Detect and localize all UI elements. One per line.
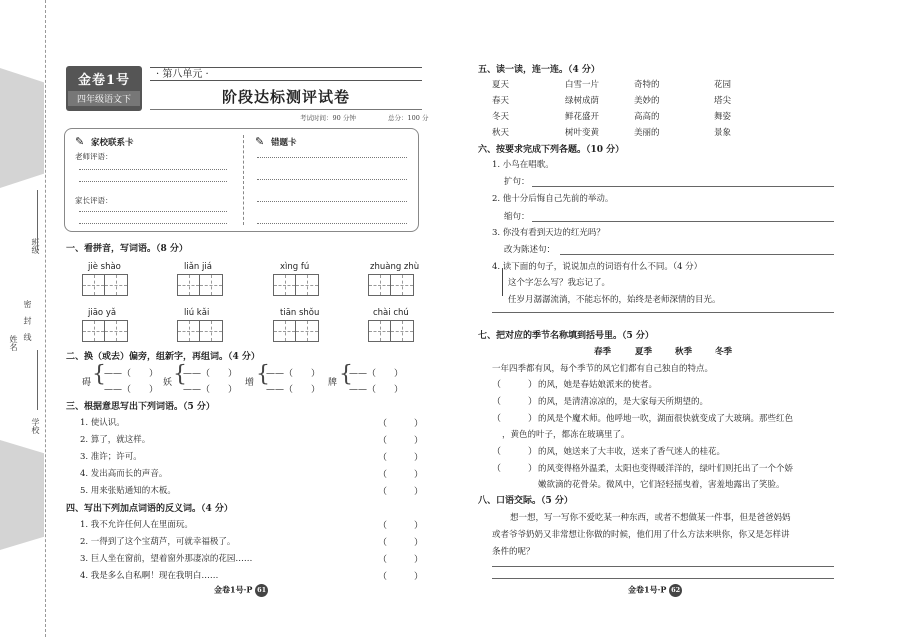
section-7-title: 七、把对应的季节名称填到括号里。（5 分） (478, 331, 654, 341)
answer-paren[interactable]: ——（ ） (349, 385, 404, 395)
contact-card-label: 家校联系卡 (91, 138, 134, 148)
answer-paren[interactable]: （ ） (378, 419, 424, 429)
answer-paren[interactable]: （ ） (492, 464, 538, 474)
section-1-title: 一、看拼音，写词语。（8 分） (66, 244, 188, 254)
s5-scene-3: 鲜花盛开 (565, 112, 600, 122)
answer-paren[interactable]: （ ） (378, 572, 424, 582)
answer-line[interactable] (492, 312, 834, 313)
section-3-title: 三、根据意思写出下列词语。（5 分） (66, 402, 215, 412)
s7-item-5-cont: 嫩欲滴的花骨朵。微风中，它们轻轻摇曳着，害羞地露出了笑脸。 (538, 480, 785, 490)
exam-time: 考试时间：90 分钟 (300, 114, 356, 122)
s6-q3-label: 改为陈述句： (504, 245, 556, 255)
answer-paren[interactable]: （ ） (492, 397, 538, 407)
answer-paren[interactable]: （ ） (492, 447, 538, 457)
s5-noun-4: 景象 (714, 128, 732, 138)
writing-grid[interactable] (82, 320, 128, 342)
name-blank (37, 350, 38, 410)
class-blank (37, 190, 38, 250)
answer-paren[interactable]: （ ） (378, 555, 424, 565)
error-line-4 (257, 223, 407, 224)
s6-q4-sentence-1: 这个字怎么写？我忘记了。 (508, 278, 611, 288)
logo-subtitle: 四年级语文下 (68, 91, 140, 106)
answer-line[interactable] (532, 221, 834, 222)
section-4-title: 四、写出下列加点词语的反义词。（4 分） (66, 504, 233, 514)
class-label: 班级 (31, 238, 40, 254)
s6-q4-sentence-2: 任岁月潺潺流淌，不能忘怀的，始终是老师深情的目光。 (508, 295, 721, 305)
answer-paren[interactable]: ——（ ） (104, 369, 159, 379)
box-divider (243, 135, 244, 225)
answer-paren[interactable]: ——（ ） (266, 385, 321, 395)
answer-paren[interactable]: （ ） (378, 470, 424, 480)
pinyin-7: tiān shǒu (280, 308, 320, 318)
answer-line[interactable] (492, 566, 834, 567)
pinyin-2: liǎn jiá (184, 262, 212, 272)
error-card-label: 错题卡 (271, 138, 297, 148)
s7-intro: 一年四季都有风，每个季节的风它们都有自己独自的特点。 (492, 364, 714, 374)
seal-line-label: 密 封 线 (23, 300, 32, 345)
s8-text-1: 想一想，写一写你不爱吃某一种东西，或者不想做某一件事，但是爸爸妈妈 (510, 513, 791, 523)
error-line-3 (257, 201, 407, 202)
s6-q4: 4. 读下面的句子，说说加点的词语有什么不同。（4 分） (492, 262, 703, 272)
title-rule (150, 109, 422, 110)
s6-q2-label: 缩句： (504, 212, 530, 222)
logo-title: 金卷1号 (77, 73, 131, 88)
margin-tab-top (0, 68, 44, 188)
season-option-1: 春季 (594, 347, 612, 357)
s5-adj-2: 美妙的 (634, 96, 660, 106)
season-option-3: 秋季 (675, 347, 693, 357)
answer-line[interactable] (492, 578, 834, 579)
s5-season-2: 春天 (492, 96, 510, 106)
page-label: 金卷1号·P (214, 584, 253, 595)
pinyin-4: zhuàng zhù (370, 262, 420, 272)
binding-margin (0, 0, 50, 637)
answer-line[interactable] (532, 186, 834, 187)
s4-item-3: 3. 巨人坐在窗前，望着窗外那凄凉的花园…… (80, 554, 253, 564)
s3-item-3: 3. 准许；许可。 (80, 452, 142, 462)
seal-dash-line (45, 0, 46, 637)
s7-item-5: 的风变得格外温柔，太阳也变得暖洋洋的，绿叶们则托出了一个个娇 (538, 464, 794, 474)
s5-adj-4: 美丽的 (634, 128, 660, 138)
writing-grid[interactable] (368, 274, 414, 296)
answer-paren[interactable]: （ ） (492, 414, 538, 424)
error-line-2 (257, 179, 407, 180)
writing-grid[interactable] (273, 320, 319, 342)
s5-season-3: 冬天 (492, 112, 510, 122)
page-num: 61 (255, 584, 268, 597)
brace-icon: { (92, 362, 106, 387)
s5-season-4: 秋天 (492, 128, 510, 138)
pinyin-6: liú kǎi (184, 308, 210, 318)
school-label: 学校 (31, 418, 40, 434)
s6-q3: 3. 你没有看到天边的红光吗？ (492, 228, 605, 238)
answer-paren[interactable]: ——（ ） (104, 385, 159, 395)
s7-item-1: 的风，她是春姑娘派来的使者。 (538, 380, 658, 390)
brace-icon: { (339, 362, 353, 387)
writing-grid[interactable] (177, 320, 223, 342)
s5-noun-3: 舞姿 (714, 112, 732, 122)
parent-line-1 (79, 211, 227, 212)
section-6-title: 六、按要求完成下列各题。（10 分） (478, 145, 625, 155)
s8-text-2: 或者爷爷奶奶又非常想让你做的时候，他们用了什么方法来哄你，你又是怎样讲 (492, 530, 790, 540)
pencil-icon: ✎ (75, 135, 85, 148)
s3-item-2: 2. 算了，就这样。 (80, 435, 151, 445)
teacher-line-2 (79, 181, 227, 182)
bracket-line (502, 268, 503, 296)
s7-item-3: 的风是个魔术师。他呼地一吹，湖面很快就变成了大玻璃。那些红色 (538, 414, 794, 424)
page-label: 金卷1号·P (628, 584, 667, 595)
answer-paren[interactable]: ——（ ） (183, 385, 238, 395)
answer-paren[interactable]: ——（ ） (266, 369, 321, 379)
s7-item-3-cont: ，黄色的叶子，都冻在玻璃里了。 (502, 430, 630, 440)
s4-item-4: 4. 我是多么自私啊！现在我明白…… (80, 571, 219, 581)
writing-grid[interactable] (368, 320, 414, 342)
s5-adj-3: 高高的 (634, 112, 660, 122)
answer-paren[interactable]: ——（ ） (349, 369, 404, 379)
pinyin-5: jiāo yǎ (88, 308, 117, 318)
name-label: 姓名 (9, 335, 18, 351)
page-title: 阶段达标测评试卷 (221, 88, 350, 106)
s5-noun-1: 花园 (714, 80, 732, 90)
s6-q1: 1. 小鸟在唱歌。 (492, 160, 554, 170)
teacher-line-1 (79, 169, 227, 170)
error-line-1 (257, 157, 407, 158)
s4-item-2: 2. 一得到了这个宝葫芦，可就幸福极了。 (80, 537, 236, 547)
s3-item-1: 1. 使认识。 (80, 418, 125, 428)
parent-comment-label: 家长评语： (75, 196, 113, 205)
answer-paren[interactable]: （ ） (378, 453, 424, 463)
answer-paren[interactable]: （ ） (378, 538, 424, 548)
unit-label: · 第八单元 · (150, 67, 422, 81)
s7-item-4: 的风，她送来了大丰收，送来了香气迷人的桂花。 (538, 447, 726, 457)
s8-text-3: 条件的呢？ (492, 547, 535, 557)
pinyin-1: jiè shào (88, 262, 121, 272)
section-8-title: 八、口语交际。（5 分） (478, 496, 573, 506)
answer-paren[interactable]: （ ） (378, 436, 424, 446)
brace-icon: { (173, 362, 187, 387)
total-score: 总分：100 分 (388, 114, 429, 122)
pencil-icon: ✎ (255, 135, 265, 148)
radical-char-1: 碍 (82, 378, 92, 388)
margin-tab-bottom (0, 440, 44, 550)
teacher-comment-label: 老师评语： (75, 152, 113, 161)
radical-char-2: 妖 (163, 378, 173, 388)
s5-noun-2: 塔尖 (714, 96, 732, 106)
s3-item-4: 4. 发出高而长的声音。 (80, 469, 168, 479)
brace-icon: { (256, 362, 270, 387)
s6-q1-label: 扩句： (504, 177, 530, 187)
page-number-left (214, 584, 268, 597)
radical-char-3: 增 (245, 378, 255, 388)
s4-item-1: 1. 我不允许任何人在里面玩。 (80, 520, 193, 530)
s5-scene-2: 绿树成荫 (565, 96, 600, 106)
s5-season-1: 夏天 (492, 80, 510, 90)
section-2-title: 二、换（或去）偏旁，组新字，再组词。（4 分） (66, 352, 260, 362)
contact-box (64, 128, 419, 232)
answer-paren[interactable]: ——（ ） (183, 369, 238, 379)
answer-paren[interactable]: （ ） (492, 380, 538, 390)
s5-scene-1: 白雪一片 (565, 80, 600, 90)
s5-adj-1: 奇特的 (634, 80, 660, 90)
writing-grid[interactable] (82, 274, 128, 296)
s6-q2: 2. 他十分后悔自己先前的举动。 (492, 194, 614, 204)
season-option-4: 冬季 (715, 347, 733, 357)
writing-grid[interactable] (177, 274, 223, 296)
pinyin-8: chài chú (373, 308, 409, 318)
section-5-title: 五、读一读，连一连。（4 分） (478, 65, 600, 75)
season-option-2: 夏季 (635, 347, 653, 357)
parent-line-2 (79, 223, 227, 224)
brand-logo (66, 66, 142, 111)
s7-item-2: 的风，是清清凉凉的，是大家每天所期望的。 (538, 397, 709, 407)
page-number-right (628, 584, 682, 597)
writing-grid[interactable] (273, 274, 319, 296)
page-num: 62 (669, 584, 682, 597)
answer-line[interactable] (560, 254, 834, 255)
s3-item-5: 5. 用来张贴通知的木板。 (80, 486, 176, 496)
pinyin-3: xìng fú (280, 262, 310, 272)
radical-char-4: 牌 (328, 378, 338, 388)
s5-scene-4: 树叶变黄 (565, 128, 600, 138)
answer-paren[interactable]: （ ） (378, 487, 424, 497)
answer-paren[interactable]: （ ） (378, 521, 424, 531)
